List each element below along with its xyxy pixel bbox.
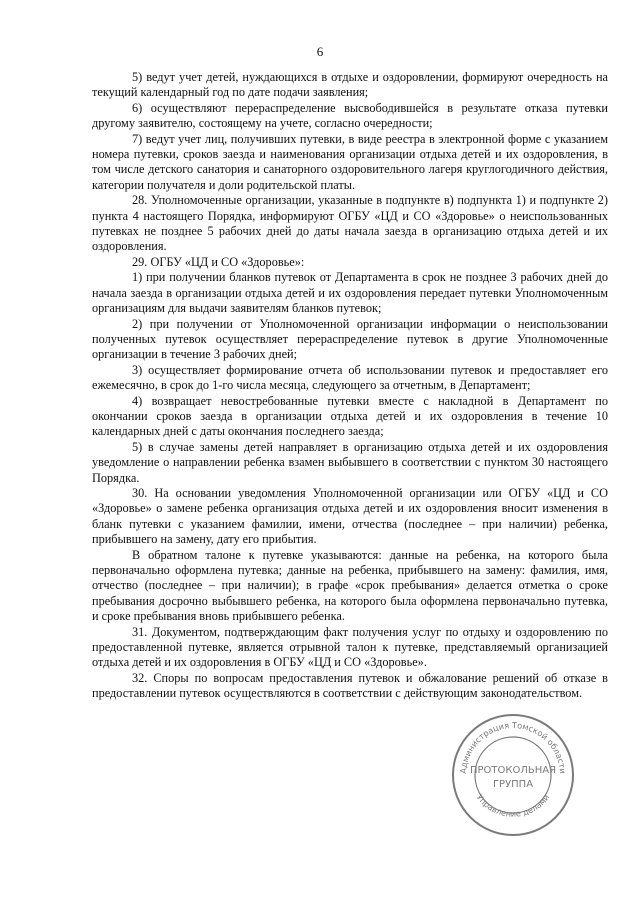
- stamp-center-line-2: ГРУППА: [492, 779, 534, 790]
- paragraph-27-7: 7) ведут учет лиц, получивших путевки, в виде реестра в электронной форме с указанием номера путевки, сроков заезда и наименования организации отдыха детей и их оздоровления, в том числе детского санатория и санаторного оздоровительного лагеря круглогодичного действия, категории получателя и доли родительской платы.: [92, 131, 608, 192]
- paragraph-28: 28. Уполномоченные организации, указанные в подпункте в) подпункта 1) и подпункте 2) пункта 4 настоящего Порядка, информируют ОГБУ «ЦД и СО «Здоровье» о неиспользованных путевках не позднее 5 рабочих дней до даты начала заезда в организацию отдыха детей и их оздоровления.: [92, 193, 608, 254]
- stamp-ring-bottom-text: Управление делами: [474, 792, 552, 819]
- paragraph-29-2: 2) при получении от Уполномоченной организации информации о неиспользовании полученных путевок осуществляет перераспределение путевок в другие Уполномоченные организации в течение 3 рабочих дней;: [92, 316, 608, 362]
- stamp-ring-top-text: Администрация Томской области: [457, 719, 569, 775]
- document-body: [92, 70, 608, 702]
- paragraph-27-5: 5) ведут учет детей, нуждающихся в отдыхе и оздоровлении, формируют очередность на текущий календарный год по дате подачи заявления;: [92, 70, 608, 100]
- paragraph-30-return-stub: В обратном талоне к путевке указываются: данные на ребенка, на которого была первоначально оформлена путевка; данные на ребенка, прибывшего на замену: фамилия, имя, отчество (последнее – при наличии); в графе «срок пребывания» делается отметка о сроке пребывания досрочно выбывшего ребенка, на которого была оформлена первоначально путевка, и сроке пребывания вновь прибывшего ребенка.: [92, 547, 608, 624]
- paragraph-32: 32. Споры по вопросам предоставления путевок и обжалование решений об отказе в предоставлении путевок осуществляются в соответствии с действующим законодательством.: [92, 670, 608, 701]
- stamp-seal: [448, 710, 578, 840]
- paragraph-30: 30. На основании уведомления Уполномоченной организации или ОГБУ «ЦД и СО «Здоровье» о замене ребенка организация отдыха детей и их оздоровления вносит изменения в бланк путевки с указанием фамилии, имени, отчества (последнее – при наличии) ребенка, прибывшего на замену, дату его прибытия.: [92, 485, 608, 547]
- paragraph-31: 31. Документом, подтверждающим факт получения услуг по отдыху и оздоровлению по предоставленной путевке, является отрывной талон к путевке, представляемый организацией отдыха детей и их оздоровления в ОГБУ «ЦД и СО «Здоровье».: [92, 624, 608, 670]
- paragraph-29: 29. ОГБУ «ЦД и СО «Здоровье»:: [132, 254, 305, 269]
- paragraph-29-4: 4) возвращает невостребованные путевки вместе с накладной в Департамент по окончании сроков заезда в организации отдыха детей и их оздоровления в течение 10 календарных дней с даты окончания последнего заезда;: [92, 393, 608, 439]
- paragraph-29-3: 3) осуществляет формирование отчета об использовании путевок и предоставляет его ежемесячно, в срок до 1-го числа месяца, следующего за отчетным, в Департамент;: [92, 362, 608, 393]
- page-number: 6: [316, 44, 324, 59]
- stamp-center-line-1: ПРОТОКОЛЬНАЯ: [469, 765, 557, 776]
- paragraph-27-6: 6) осуществляют перераспределение высвободившейся в результате отказа путевки другому заявителю, состоящему на учете, согласно очередности;: [92, 100, 608, 131]
- paragraph-29-1: 1) при получении бланков путевок от Департамента в срок не позднее 3 рабочих дней до начала заезда в организации отдыха детей и их оздоровления передает путевки Уполномоченным организациям для выдачи заявителям бланков путевок;: [92, 270, 608, 316]
- paragraph-29-5: 5) в случае замены детей направляет в организацию отдыха детей и их оздоровления уведомление о направлении ребенка взамен выбывшего в соответствии с пунктом 30 настоящего Порядка.: [92, 439, 608, 485]
